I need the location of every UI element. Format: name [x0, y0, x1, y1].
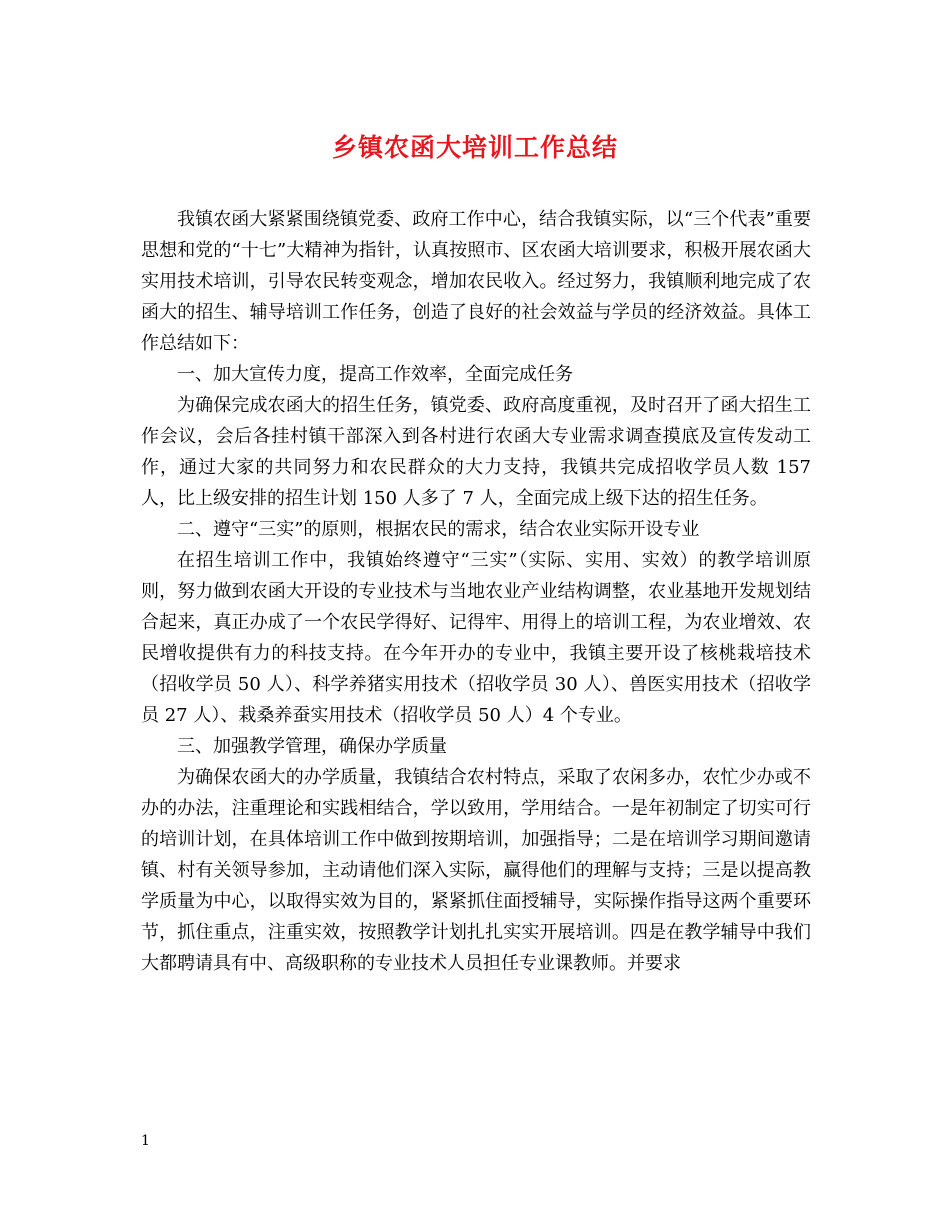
section-heading-2: 二、遵守“三实”的原则，根据农民的需求，结合农业实际开设专业	[177, 519, 700, 540]
paragraph-section-1: 为确保完成农函大的招生任务，镇党委、政府高度重视，及时召开了函大招生工作会议，会后各挂村镇干部深入到各村进行农函大专业需求调查摸底及宣传发动工作，通过大家的共同努力和农民群众的大力支持，我镇共完成招收学员人数 157 人，比上级安排的招生计划 150 人多了 7 人，全面完成上级下达的招生任务。	[141, 395, 811, 509]
paragraph-intro: 我镇农函大紧紧围绕镇党委、政府工作中心，结合我镇实际，以“三个代表”重要思想和党的“十七”大精神为指针，认真按照市、区农函大培训要求，积极开展农函大实用技术培训，引导农民转变观念，增加农民收入。经过努力，我镇顺利地完成了农函大的招生、辅导培训工作任务，创造了良好的社会效益与学员的经济效益。具体工作总结如下：	[141, 209, 811, 354]
document-body	[141, 204, 811, 979]
section-heading-1: 一、加大宣传力度，提高工作效率，全面完成任务	[177, 364, 573, 385]
page-number: 1	[141, 1133, 150, 1149]
section-heading-3: 三、加强教学管理，确保办学质量	[177, 736, 447, 757]
paragraph-section-3: 为确保农函大的办学质量，我镇结合农村特点，采取了农闲多办，农忙少办或不办的办法，注重理论和实践相结合，学以致用，学用结合。一是年初制定了切实可行的培训计划，在具体培训工作中做到按期培训，加强指导；二是在培训学习期间邀请镇、村有关领导参加，主动请他们深入实际，赢得他们的理解与支持；三是以提高教学质量为中心，以取得实效为目的，紧紧抓住面授辅导，实际操作指导这两个重要环节，抓住重点，注重实效，按照教学计划扎扎实实开展培训。四是在教学辅导中我们大都聘请具有中、高级职称的专业技术人员担任专业课教师。并要求	[141, 767, 811, 974]
document-title: 乡镇农函大培训工作总结	[331, 133, 618, 162]
paragraph-section-2: 在招生培训工作中，我镇始终遵守“三实”（实际、实用、实效）的教学培训原则，努力做到农函大开设的专业技术与当地农业产业结构调整，农业基地开发规划结合起来，真正办成了一个农民学得好、记得牢、用得上的培训工程，为农业增效、农民增收提供有力的科技支持。在今年开办的专业中，我镇主要开设了核桃栽培技术（招收学员 50 人）、科学养猪实用技术（招收学员 30 人）、兽医实用技术（招收学员 27 人）、栽桑养蚕实用技术（招收学员 50 人）4 个专业。	[141, 550, 811, 726]
